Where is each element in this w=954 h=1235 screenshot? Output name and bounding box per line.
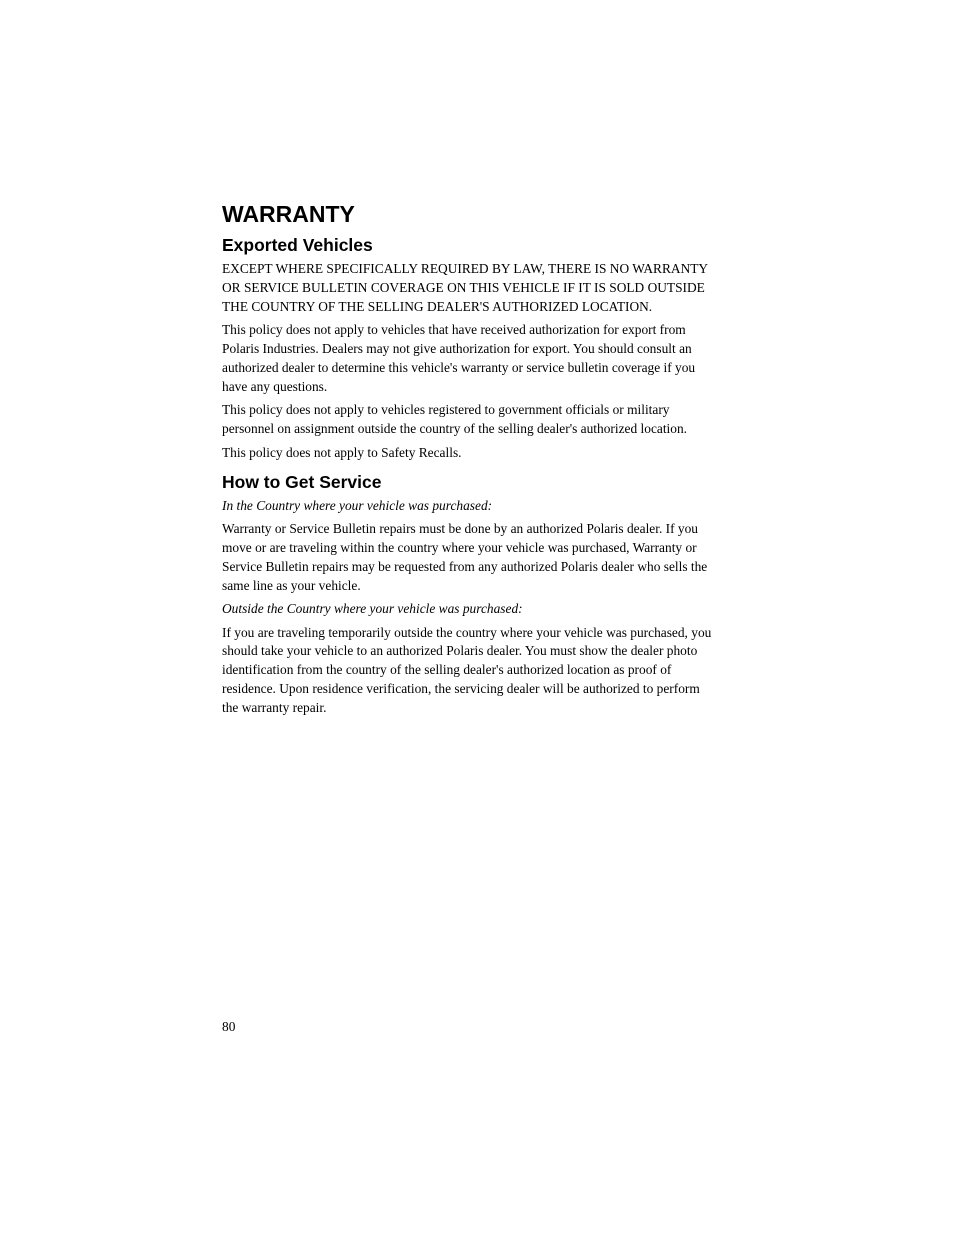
page-title: WARRANTY [222, 201, 355, 227]
subheading-outside-country: Outside the Country where your vehicle was purchased: [222, 601, 523, 617]
exported-vehicles-notice: EXCEPT WHERE SPECIFICALLY REQUIRED BY LAW, THERE IS NO WARRANTY OR SERVICE BULLETIN COVERAGE ON THIS VEHICLE IF IT IS SOLD OUTSIDE THE COUNTRY OF THE SELLING DEALER'S AUTHORIZED LOCATION. [222, 261, 708, 314]
section-heading-how-to-get-service: How to Get Service [222, 471, 382, 492]
exported-vehicles-paragraph: This policy does not apply to vehicles that have received authorization for export from Polaris Industries. Dealers may not give authorization for export. You should consult an authorized dealer to determine this vehicle's warranty or service bulletin coverage if you have any questions. [222, 322, 696, 394]
in-country-paragraph: Warranty or Service Bulletin repairs must be done by an authorized Polaris dealer. If you move or are traveling within the country where your vehicle was purchased, Warranty or Service Bulletin repairs may be requested from any authorized Polaris dealer who sells the same line as your vehicle. [222, 520, 708, 593]
page-number: 80 [222, 1019, 236, 1034]
outside-country-paragraph: If you are traveling temporarily outside the country where your vehicle was purchased, you should take your vehicle to an authorized Polaris dealer. You must show the dealer photo identification from the country of the selling dealer's authorized location as proof of residence. Upon residence verification, the servicing dealer will be authorized to perform the warranty repair. [222, 624, 712, 716]
exported-vehicles-paragraph: This policy does not apply to Safety Recalls. [222, 444, 462, 460]
subheading-in-country: In the Country where your vehicle was purchased: [222, 497, 493, 513]
exported-vehicles-paragraph: This policy does not apply to vehicles registered to government officials or military personnel on assignment outside the country of the selling dealer's authorized location. [222, 402, 688, 437]
page-content [222, 200, 718, 723]
section-heading-exported-vehicles: Exported Vehicles [222, 235, 373, 255]
